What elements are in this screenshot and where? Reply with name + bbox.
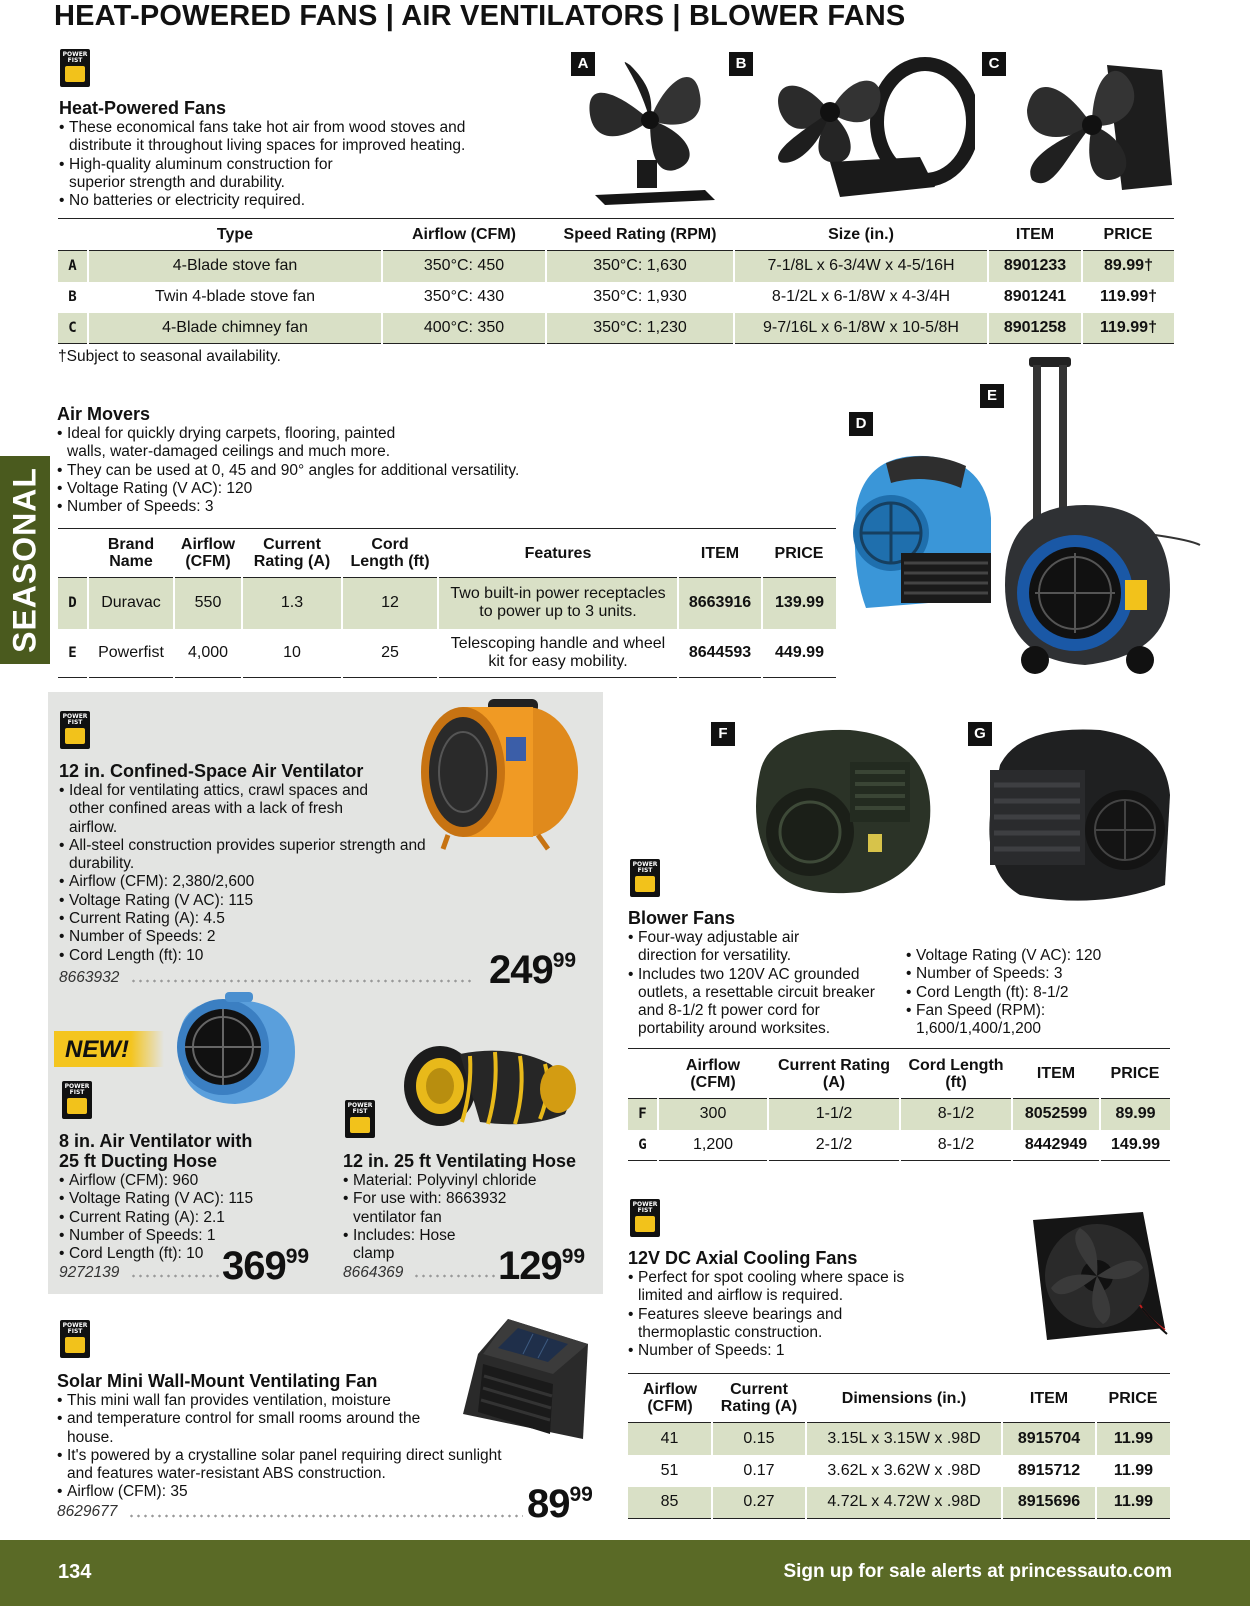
price-cell: 449.99: [762, 629, 836, 678]
axial-cooling-fan-image[interactable]: [1025, 1210, 1175, 1345]
speed-cell: 350°C: 1,630: [546, 251, 734, 282]
price-cell: 89.99†: [1082, 251, 1174, 282]
hose-title: 12 in. 25 ft Ventilating Hose: [343, 1151, 577, 1171]
bullet-item: • and temperature control for small rooms around the house.: [57, 1410, 457, 1447]
ventilator8-title-line1: 8 in. Air Ventilator with: [59, 1131, 253, 1151]
power-fist-logo-icon: POWER FIST: [345, 1100, 375, 1138]
axial-fans-title: 12V DC Axial Cooling Fans: [628, 1248, 858, 1268]
bullet-item: • Four-way adjustable air direction for versatility.: [628, 929, 828, 966]
blower-fans-table: [628, 1048, 1170, 1161]
8in-air-ventilator-image[interactable]: [165, 992, 300, 1110]
solar-wall-fan-image[interactable]: [458, 1314, 598, 1454]
image-label-f: F: [711, 722, 735, 746]
ventilator8-title-line2: 25 ft Ducting Hose: [59, 1151, 218, 1171]
price-leader-dots: [413, 1274, 496, 1278]
table-row[interactable]: [58, 578, 836, 629]
column-header: PRICE: [1096, 1374, 1170, 1423]
bullet-item: • This mini wall fan provides ventilation, moisture: [57, 1392, 512, 1410]
features-cell: Two built-in power receptacles to power up to 3 units.: [438, 578, 678, 629]
bullet-item: • All-steel construction provides superior strength and durability.: [59, 837, 444, 874]
airflow-cell: 4,000: [174, 629, 242, 678]
heat-fans-bullets: [59, 119, 529, 210]
airflow-cell: 300: [658, 1099, 768, 1130]
bullet-item: • Cord Length (ft): 10: [59, 947, 444, 965]
price-leader-dots: [130, 979, 475, 983]
speed-cell: 350°C: 1,230: [546, 313, 734, 344]
price-leader-dots: [128, 1514, 523, 1518]
item-number: 8663932: [59, 969, 120, 986]
size-cell: 7-1/8L x 6-3/4W x 4-5/16H: [734, 251, 988, 282]
column-header: Airflow (CFM): [658, 1049, 768, 1099]
power-fist-logo-icon: POWER FIST: [60, 49, 90, 87]
confined-space-ventilator-image[interactable]: [418, 697, 583, 857]
column-header: ITEM: [988, 219, 1082, 251]
bullet-item: • Number of Speeds: 1: [628, 1342, 938, 1360]
airflow-cell: 350°C: 450: [382, 251, 546, 282]
column-header: Current Rating (A): [768, 1049, 900, 1099]
page-footer: [0, 1540, 1250, 1606]
blower-fan-g-image[interactable]: [980, 725, 1175, 915]
axial-fans-table: [628, 1373, 1170, 1519]
bullet-item: • Number of Speeds: 3: [57, 498, 577, 516]
bullet-item: • Ideal for ventilating attics, crawl spaces and other confined areas with a lack of fresh airflow.: [59, 782, 374, 837]
dimensions-cell: 3.15L x 3.15W x .98D: [806, 1423, 1002, 1455]
type-cell: 4-Blade stove fan: [88, 251, 382, 282]
air-movers-title: Air Movers: [57, 404, 151, 424]
current-cell: 0.15: [712, 1423, 806, 1455]
heat-fans-title: Heat-Powered Fans: [59, 98, 227, 118]
column-header: ITEM: [1012, 1049, 1100, 1099]
size-cell: 9-7/16L x 6-1/8W x 10-5/8H: [734, 313, 988, 344]
bullet-item: • Ideal for quickly drying carpets, flooring, painted walls, water-damaged ceilings and much more.: [57, 425, 437, 462]
power-fist-logo-icon: POWER FIST: [630, 859, 660, 897]
air-movers-bullets: [57, 425, 577, 516]
current-cell: 0.17: [712, 1455, 806, 1487]
image-label-b: B: [729, 52, 753, 76]
heat-fans-table: [58, 218, 1174, 344]
chimney-fan-c-image[interactable]: [1012, 50, 1177, 210]
power-fist-logo-icon: POWER FIST: [60, 711, 90, 749]
bullet-item: • Airflow (CFM): 35: [57, 1483, 512, 1501]
brand-cell: Powerfist: [88, 629, 174, 678]
column-header: [58, 529, 88, 578]
column-header: Current Rating (A): [242, 529, 342, 578]
item-cell: 8052599: [1012, 1099, 1100, 1130]
column-header: PRICE: [762, 529, 836, 578]
row-letter: F: [628, 1099, 658, 1130]
bullet-item: • Airflow (CFM): 2,380/2,600: [59, 873, 444, 891]
bullet-item: • Current Rating (A): 2.1: [59, 1209, 309, 1227]
bullet-item: • These economical fans take hot air from wood stoves and distribute it throughout living spaces for improved heating.: [59, 119, 529, 156]
bullet-item: • Voltage Rating (V AC): 115: [59, 1190, 309, 1208]
bullet-item: • Includes: Hose clamp: [343, 1227, 473, 1264]
item-cell: 8663916: [678, 578, 762, 629]
bullet-item: • Number of Speeds: 2: [59, 928, 444, 946]
column-header: Airflow (CFM): [382, 219, 546, 251]
airflow-cell: 550: [174, 578, 242, 629]
item-cell: 8901233: [988, 251, 1082, 282]
column-header: Dimensions (in.): [806, 1374, 1002, 1423]
bullet-item: • Number of Speeds: 1: [59, 1227, 309, 1245]
air-movers-table: [58, 528, 836, 678]
bullet-item: • Features sleeve bearings and thermoplastic construction.: [628, 1306, 858, 1343]
table-row[interactable]: [628, 1423, 1170, 1455]
item-number: 9272139: [59, 1264, 120, 1281]
seasonal-side-tab[interactable]: [0, 456, 50, 664]
image-label-e: E: [980, 384, 1004, 408]
cord-cell: 8-1/2: [900, 1130, 1012, 1161]
item-cell: 8915704: [1002, 1423, 1096, 1455]
blower-bullets-right: [906, 947, 1176, 1038]
new-badge: NEW!: [54, 1031, 164, 1067]
column-header: ITEM: [678, 529, 762, 578]
table-row[interactable]: [58, 282, 1174, 313]
dimensions-cell: 3.62L x 3.62W x .98D: [806, 1455, 1002, 1487]
ventilator12-bullets: [59, 782, 444, 965]
bullet-item: • Voltage Rating (V AC): 120: [57, 480, 577, 498]
bullet-item: • They can be used at 0, 45 and 90° angles for additional versatility.: [57, 462, 577, 480]
power-fist-logo-icon: POWER FIST: [630, 1199, 660, 1237]
column-header: Cord Length (ft): [342, 529, 438, 578]
row-letter: D: [58, 578, 88, 629]
power-fist-logo-icon: POWER FIST: [60, 1320, 90, 1358]
ventilator8-price: $369^{99}$: [222, 1244, 310, 1288]
dimensions-cell: 4.72L x 4.72W x .98D: [806, 1487, 1002, 1519]
airflow-cell: 41: [628, 1423, 712, 1455]
image-label-g: G: [968, 722, 992, 746]
bullet-item: • Number of Speeds: 3: [906, 965, 1176, 983]
image-label-c: C: [982, 52, 1006, 76]
item-cell: 8915712: [1002, 1455, 1096, 1487]
cord-cell: 25: [342, 629, 438, 678]
ventilator12-price: $249^{99}$: [489, 948, 577, 992]
airflow-cell: 350°C: 430: [382, 282, 546, 313]
axial-fans-bullets: [628, 1269, 938, 1360]
bullet-item: • It's powered by a crystalline solar panel requiring direct sunlight and features water-resistant ABS construction.: [57, 1447, 512, 1484]
column-header: Airflow (CFM): [174, 529, 242, 578]
table-row[interactable]: [628, 1099, 1170, 1130]
column-header: Cord Length (ft): [900, 1049, 1012, 1099]
current-cell: 2-1/2: [768, 1130, 900, 1161]
item-cell: 8901258: [988, 313, 1082, 344]
solar-fan-bullets: [57, 1392, 512, 1502]
table-row[interactable]: [58, 313, 1174, 344]
current-cell: 10: [242, 629, 342, 678]
row-letter: G: [628, 1130, 658, 1161]
item-cell: 8915696: [1002, 1487, 1096, 1519]
bullet-item: • For use with: 8663932 ventilator fan: [343, 1190, 543, 1227]
column-header: Type: [88, 219, 382, 251]
image-label-d: D: [849, 412, 873, 436]
bullet-item: • Fan Speed (RPM): 1,600/1,400/1,200: [906, 1002, 1081, 1039]
column-header: Speed Rating (RPM): [546, 219, 734, 251]
item-number: 8629677: [57, 1503, 118, 1520]
table-row[interactable]: [628, 1130, 1170, 1161]
airflow-cell: 85: [628, 1487, 712, 1519]
features-cell: Telescoping handle and wheel kit for easy mobility.: [438, 629, 678, 678]
sale-alerts-link[interactable]: Sign up for sale alerts at princessauto.com: [783, 1561, 1172, 1582]
item-cell: 8442949: [1012, 1130, 1100, 1161]
blower-bullets-left: [628, 929, 898, 1039]
column-header: [628, 1049, 658, 1099]
price-cell: 119.99†: [1082, 282, 1174, 313]
ventilator12-title: 12 in. Confined-Space Air Ventilator: [59, 761, 364, 781]
stove-fan-a-image[interactable]: [575, 50, 725, 205]
solar-fan-title: Solar Mini Wall-Mount Ventilating Fan: [57, 1371, 378, 1391]
column-header: Current Rating (A): [712, 1374, 806, 1423]
powerfist-air-mover-e-image[interactable]: [1005, 355, 1205, 680]
bullet-item: • Airflow (CFM): 960: [59, 1172, 309, 1190]
column-header: Features: [438, 529, 678, 578]
twin-stove-fan-b-image[interactable]: [760, 52, 975, 202]
blower-fans-title: Blower Fans: [628, 908, 736, 928]
airflow-cell: 1,200: [658, 1130, 768, 1161]
brand-cell: Duravac: [88, 578, 174, 629]
cord-cell: 12: [342, 578, 438, 629]
price-cell: 149.99: [1100, 1130, 1170, 1161]
duravac-air-mover-d-image[interactable]: [846, 448, 996, 618]
airflow-cell: 400°C: 350: [382, 313, 546, 344]
page-number: 134: [58, 1561, 92, 1583]
column-header: Brand Name: [88, 529, 174, 578]
column-header: [58, 219, 88, 251]
page-title: HEAT-POWERED FANS | AIR VENTILATORS | BLOWER FANS: [54, 0, 906, 32]
table-row[interactable]: [58, 629, 836, 678]
bullet-item: • Voltage Rating (V AC): 120: [906, 947, 1176, 965]
item-cell: 8644593: [678, 629, 762, 678]
current-cell: 0.27: [712, 1487, 806, 1519]
speed-cell: 350°C: 1,930: [546, 282, 734, 313]
price-cell: 119.99†: [1082, 313, 1174, 344]
price-leader-dots: [130, 1274, 220, 1278]
price-cell: 139.99: [762, 578, 836, 629]
power-fist-logo-icon: POWER FIST: [62, 1081, 92, 1119]
row-letter: E: [58, 629, 88, 678]
column-header: PRICE: [1100, 1049, 1170, 1099]
column-header: PRICE: [1082, 219, 1174, 251]
column-header: Size (in.): [734, 219, 988, 251]
seasonal-footnote: †Subject to seasonal availability.: [58, 348, 281, 365]
column-header: ITEM: [1002, 1374, 1096, 1423]
bullet-item: • Cord Length (ft): 8-1/2: [906, 984, 1176, 1002]
bullet-item: • Perfect for spot cooling where space is limited and airflow is required.: [628, 1269, 938, 1306]
price-cell: 11.99: [1096, 1455, 1170, 1487]
seasonal-tab-label: SEASONAL: [6, 467, 43, 653]
row-letter: B: [68, 289, 77, 305]
price-cell: 11.99: [1096, 1487, 1170, 1519]
price-cell: 11.99: [1096, 1423, 1170, 1455]
table-row[interactable]: [628, 1455, 1170, 1487]
current-cell: 1-1/2: [768, 1099, 900, 1130]
table-row[interactable]: [58, 251, 1174, 282]
bullet-item: • Includes two 120V AC grounded outlets, a resettable circuit breaker and 8-1/2 ft power cord for portability around worksites.: [628, 966, 890, 1039]
bullet-item: • No batteries or electricity required.: [59, 192, 529, 210]
blower-fan-f-image[interactable]: [740, 722, 940, 902]
bullet-item: • High-quality aluminum construction for superior strength and durability.: [59, 156, 379, 193]
bullet-item: • Voltage Rating (V AC): 115: [59, 892, 444, 910]
item-number: 8664369: [343, 1264, 404, 1281]
row-letter: C: [58, 313, 88, 344]
image-label-a: A: [571, 52, 595, 76]
size-cell: 8-1/2L x 6-1/8W x 4-3/4H: [734, 282, 988, 313]
row-letter: A: [58, 251, 88, 282]
type-cell: 4-Blade chimney fan: [88, 313, 382, 344]
bullet-item: • Current Rating (A): 4.5: [59, 910, 444, 928]
type-cell: Twin 4-blade stove fan: [88, 282, 382, 313]
table-row[interactable]: [628, 1487, 1170, 1519]
current-cell: 1.3: [242, 578, 342, 629]
airflow-cell: 51: [660, 1461, 679, 1479]
cord-cell: 8-1/2: [900, 1099, 1012, 1130]
bullet-item: • Cord Length (ft): 10: [59, 1245, 309, 1263]
column-header: Airflow (CFM): [628, 1374, 712, 1423]
ventilating-hose-image[interactable]: [400, 1044, 585, 1129]
price-cell: 89.99: [1100, 1099, 1170, 1130]
bullet-item: • Material: Polyvinyl chloride: [343, 1172, 583, 1190]
solar-fan-price: $89^{99}$: [527, 1482, 593, 1526]
item-cell: 8901241: [988, 282, 1082, 313]
hose-price: $129^{99}$: [498, 1244, 586, 1288]
